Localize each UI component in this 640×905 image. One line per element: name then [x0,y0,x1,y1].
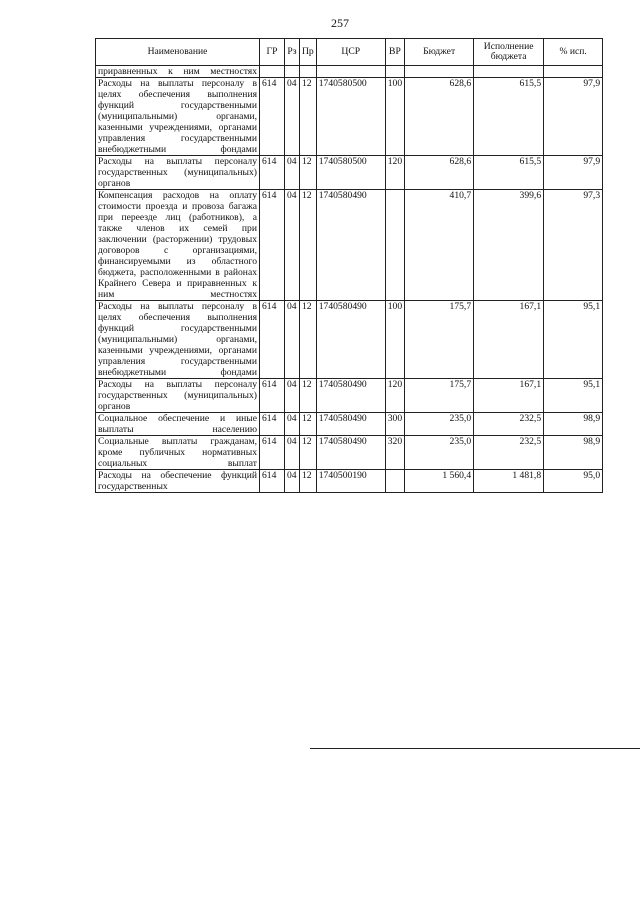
row-rz: 04 [285,379,300,413]
row-vr: 100 [385,301,404,379]
row-rz: 04 [285,436,300,470]
row-budget: 235,0 [405,436,474,470]
row-gr: 614 [260,190,285,301]
row-name: Расходы на выплаты персоналу государственных (муниципальных) органов [96,379,260,413]
row-budget: 175,7 [405,301,474,379]
row-vr: 100 [385,78,404,156]
table-row [96,470,603,493]
row-gr: 614 [260,413,285,436]
row-pr: 12 [300,436,317,470]
row-vr [385,66,404,78]
row-gr: 614 [260,436,285,470]
budget-table [95,38,603,493]
row-execution: 615,5 [474,156,544,190]
row-percent [544,66,603,78]
row-pr: 12 [300,379,317,413]
table-row [96,78,603,156]
row-budget: 628,6 [405,78,474,156]
row-name: Социальное обеспечение и иные выплаты населению [96,413,260,436]
row-name: Расходы на выплаты персоналу в целях обеспечения выполнения функций государственными (муниципальными) органами, казенными учреждениями, органами управления государственными внебюджетными фондами [96,78,260,156]
row-gr: 614 [260,301,285,379]
row-percent: 95,0 [544,470,603,493]
row-csr: 1740580500 [316,156,385,190]
row-gr: 614 [260,156,285,190]
row-rz: 04 [285,78,300,156]
table-row [96,413,603,436]
header-name: Наименование [96,39,260,66]
header-percent: % исп. [544,39,603,66]
row-pr: 12 [300,78,317,156]
row-budget: 628,6 [405,156,474,190]
row-csr: 1740580490 [316,379,385,413]
row-execution: 399,6 [474,190,544,301]
row-csr: 1740500190 [316,470,385,493]
row-budget: 175,7 [405,379,474,413]
row-name: Расходы на обеспечение функций государственных [96,470,260,493]
row-pr [300,66,317,78]
row-name: приравненных к ним местностях [96,66,260,78]
row-name: Расходы на выплаты персоналу в целях обеспечения выполнения функций государственными (муниципальными) органами, казенными учреждениями, органами управления государственными внебюджетными фондами [96,301,260,379]
header-budget: Бюджет [405,39,474,66]
row-vr [385,190,404,301]
row-budget: 235,0 [405,413,474,436]
row-csr: 1740580500 [316,78,385,156]
row-pr: 12 [300,470,317,493]
page-footer-rule [310,748,640,749]
row-vr: 320 [385,436,404,470]
row-csr: 1740580490 [316,413,385,436]
page-number: 257 [331,16,349,30]
row-gr: 614 [260,470,285,493]
row-name: Компенсация расходов на оплату стоимости проезда и провоза багажа при переезде лиц (работников), а также членов их семей при заключении (расторжении) трудовых договоров с организациями, финансируемыми из областного бюджета, расположенными в районах Крайнего Севера и приравненных к ним местностях [96,190,260,301]
row-vr: 120 [385,156,404,190]
row-percent: 97,3 [544,190,603,301]
row-gr: 614 [260,379,285,413]
row-vr [385,470,404,493]
table-row [96,379,603,413]
header-csr: ЦСР [316,39,385,66]
header-pr: Пр [300,39,317,66]
row-budget [405,66,474,78]
row-rz: 04 [285,156,300,190]
row-rz: 04 [285,413,300,436]
table-row [96,66,603,78]
row-vr: 300 [385,413,404,436]
row-pr: 12 [300,301,317,379]
row-csr: 1740580490 [316,301,385,379]
row-csr: 1740580490 [316,190,385,301]
table-row [96,190,603,301]
row-execution: 232,5 [474,413,544,436]
header-vr: ВР [385,39,404,66]
table-row [96,301,603,379]
row-rz: 04 [285,190,300,301]
row-rz: 04 [285,301,300,379]
table-row [96,156,603,190]
row-execution: 232,5 [474,436,544,470]
row-pr: 12 [300,413,317,436]
row-execution: 615,5 [474,78,544,156]
table-header-row [96,39,603,66]
row-execution: 167,1 [474,379,544,413]
row-percent: 95,1 [544,301,603,379]
row-csr: 1740580490 [316,436,385,470]
header-execution: Исполнение бюджета [474,39,544,66]
row-gr: 614 [260,78,285,156]
row-percent: 97,9 [544,78,603,156]
row-percent: 95,1 [544,379,603,413]
row-name: Расходы на выплаты персоналу государственных (муниципальных) органов [96,156,260,190]
row-percent: 98,9 [544,436,603,470]
header-gr: ГР [260,39,285,66]
row-gr [260,66,285,78]
row-pr: 12 [300,190,317,301]
table-row [96,436,603,470]
row-rz: 04 [285,470,300,493]
row-execution [474,66,544,78]
row-budget: 410,7 [405,190,474,301]
row-vr: 120 [385,379,404,413]
row-rz [285,66,300,78]
header-rz: Рз [285,39,300,66]
row-budget: 1 560,4 [405,470,474,493]
row-execution: 167,1 [474,301,544,379]
row-csr [316,66,385,78]
row-pr: 12 [300,156,317,190]
row-name: Социальные выплаты гражданам, кроме публичных нормативных социальных выплат [96,436,260,470]
row-percent: 97,9 [544,156,603,190]
row-execution: 1 481,8 [474,470,544,493]
row-percent: 98,9 [544,413,603,436]
